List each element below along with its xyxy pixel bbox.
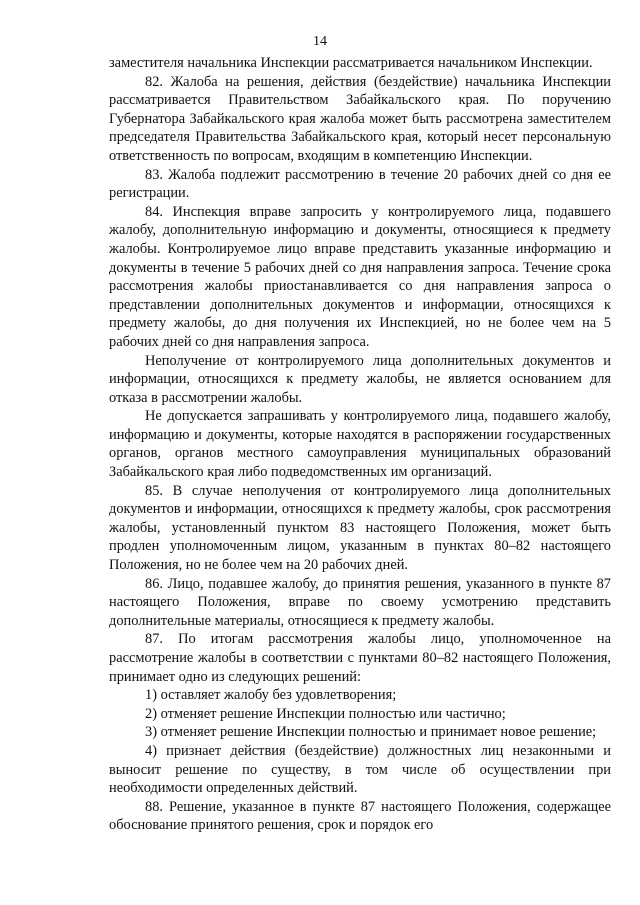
list-item-4: 4) признает действия (бездействие) должностных лиц незаконными и выносит решение по существу, в том числе об осуществлении при необходимости определенных действий. xyxy=(109,742,611,797)
paragraph-83: 83. Жалоба подлежит рассмотрению в течение 20 рабочих дней со дня ее регистрации. xyxy=(109,166,611,202)
paragraph-84-not-allowed: Не допускается запрашивать у контролируемого лица, подавшего жалобу, информацию и документы, которые находятся в распоряжении государственных органов, органов местного самоуправления муниципальных образований Забайкальского края либо подведомственных им организаций. xyxy=(109,408,611,481)
document-body xyxy=(109,54,611,835)
paragraph-85: 85. В случае неполучения от контролируемого лица дополнительных документов и информации, относящихся к предмету жалобы, срок рассмотрения жалобы, установленный пунктом 83 настоящего Положения, может быть продлен уполномоченным лицом, указанным в пунктах 80–82 настоящего Положения, но не более чем на 20 рабочих дней. xyxy=(109,482,611,574)
list-item-3: 3) отменяет решение Инспекции полностью и принимает новое решение; xyxy=(145,724,597,741)
paragraph-84: 84. Инспекция вправе запросить у контролируемого лица, подавшего жалобу, дополнительную информацию и документы, относящиеся к предмету жалобы. Контролируемое лицо вправе представить указанные информацию и документы в течение 5 рабочих дней со дня направления запроса. Течение срока рассмотрения жалобы приостанавливается со дня направления запроса о представлении дополнительных документов и информации, относящихся к предмету жалобы, до дня получения их Инспекцией, но не более чем на 5 рабочих дней со дня направления запроса. xyxy=(109,203,611,350)
page-number: 14 xyxy=(313,34,327,49)
paragraph-82: 82. Жалоба на решения, действия (бездействие) начальника Инспекции рассматривается Правительством Забайкальского края. По поручению Губернатора Забайкальского края жалоба может быть рассмотрена заместителем председателя Правительства Забайкальского края, который несет персональную ответственность по вопросам, входящим в компетенцию Инспекции. xyxy=(109,73,611,164)
paragraph-continuation: заместителя начальника Инспекции рассматривается начальником Инспекции. xyxy=(109,55,593,71)
list-item-2: 2) отменяет решение Инспекции полностью или частично; xyxy=(145,705,506,722)
paragraph-86: 86. Лицо, подавшее жалобу, до принятия решения, указанного в пункте 87 настоящего Положения, вправе по своему усмотрению представить дополнительные материалы, относящиеся к предмету жалобы. xyxy=(109,575,611,629)
paragraph-87: 87. По итогам рассмотрения жалобы лицо, уполномоченное на рассмотрение жалобы в соответствии с пунктами 80–82 настоящего Положения, принимает одно из следующих решений: xyxy=(109,631,611,685)
paragraph-84-non-receipt: Неполучение от контролируемого лица дополнительных документов и информации, относящихся к предмету жалобы, не является основанием для отказа в рассмотрении жалобы. xyxy=(109,352,611,406)
list-item-1: 1) оставляет жалобу без удовлетворения; xyxy=(145,687,397,704)
paragraph-88: 88. Решение, указанное в пункте 87 настоящего Положения, содержащее обоснование принятого решения, срок и порядок его xyxy=(109,798,611,834)
